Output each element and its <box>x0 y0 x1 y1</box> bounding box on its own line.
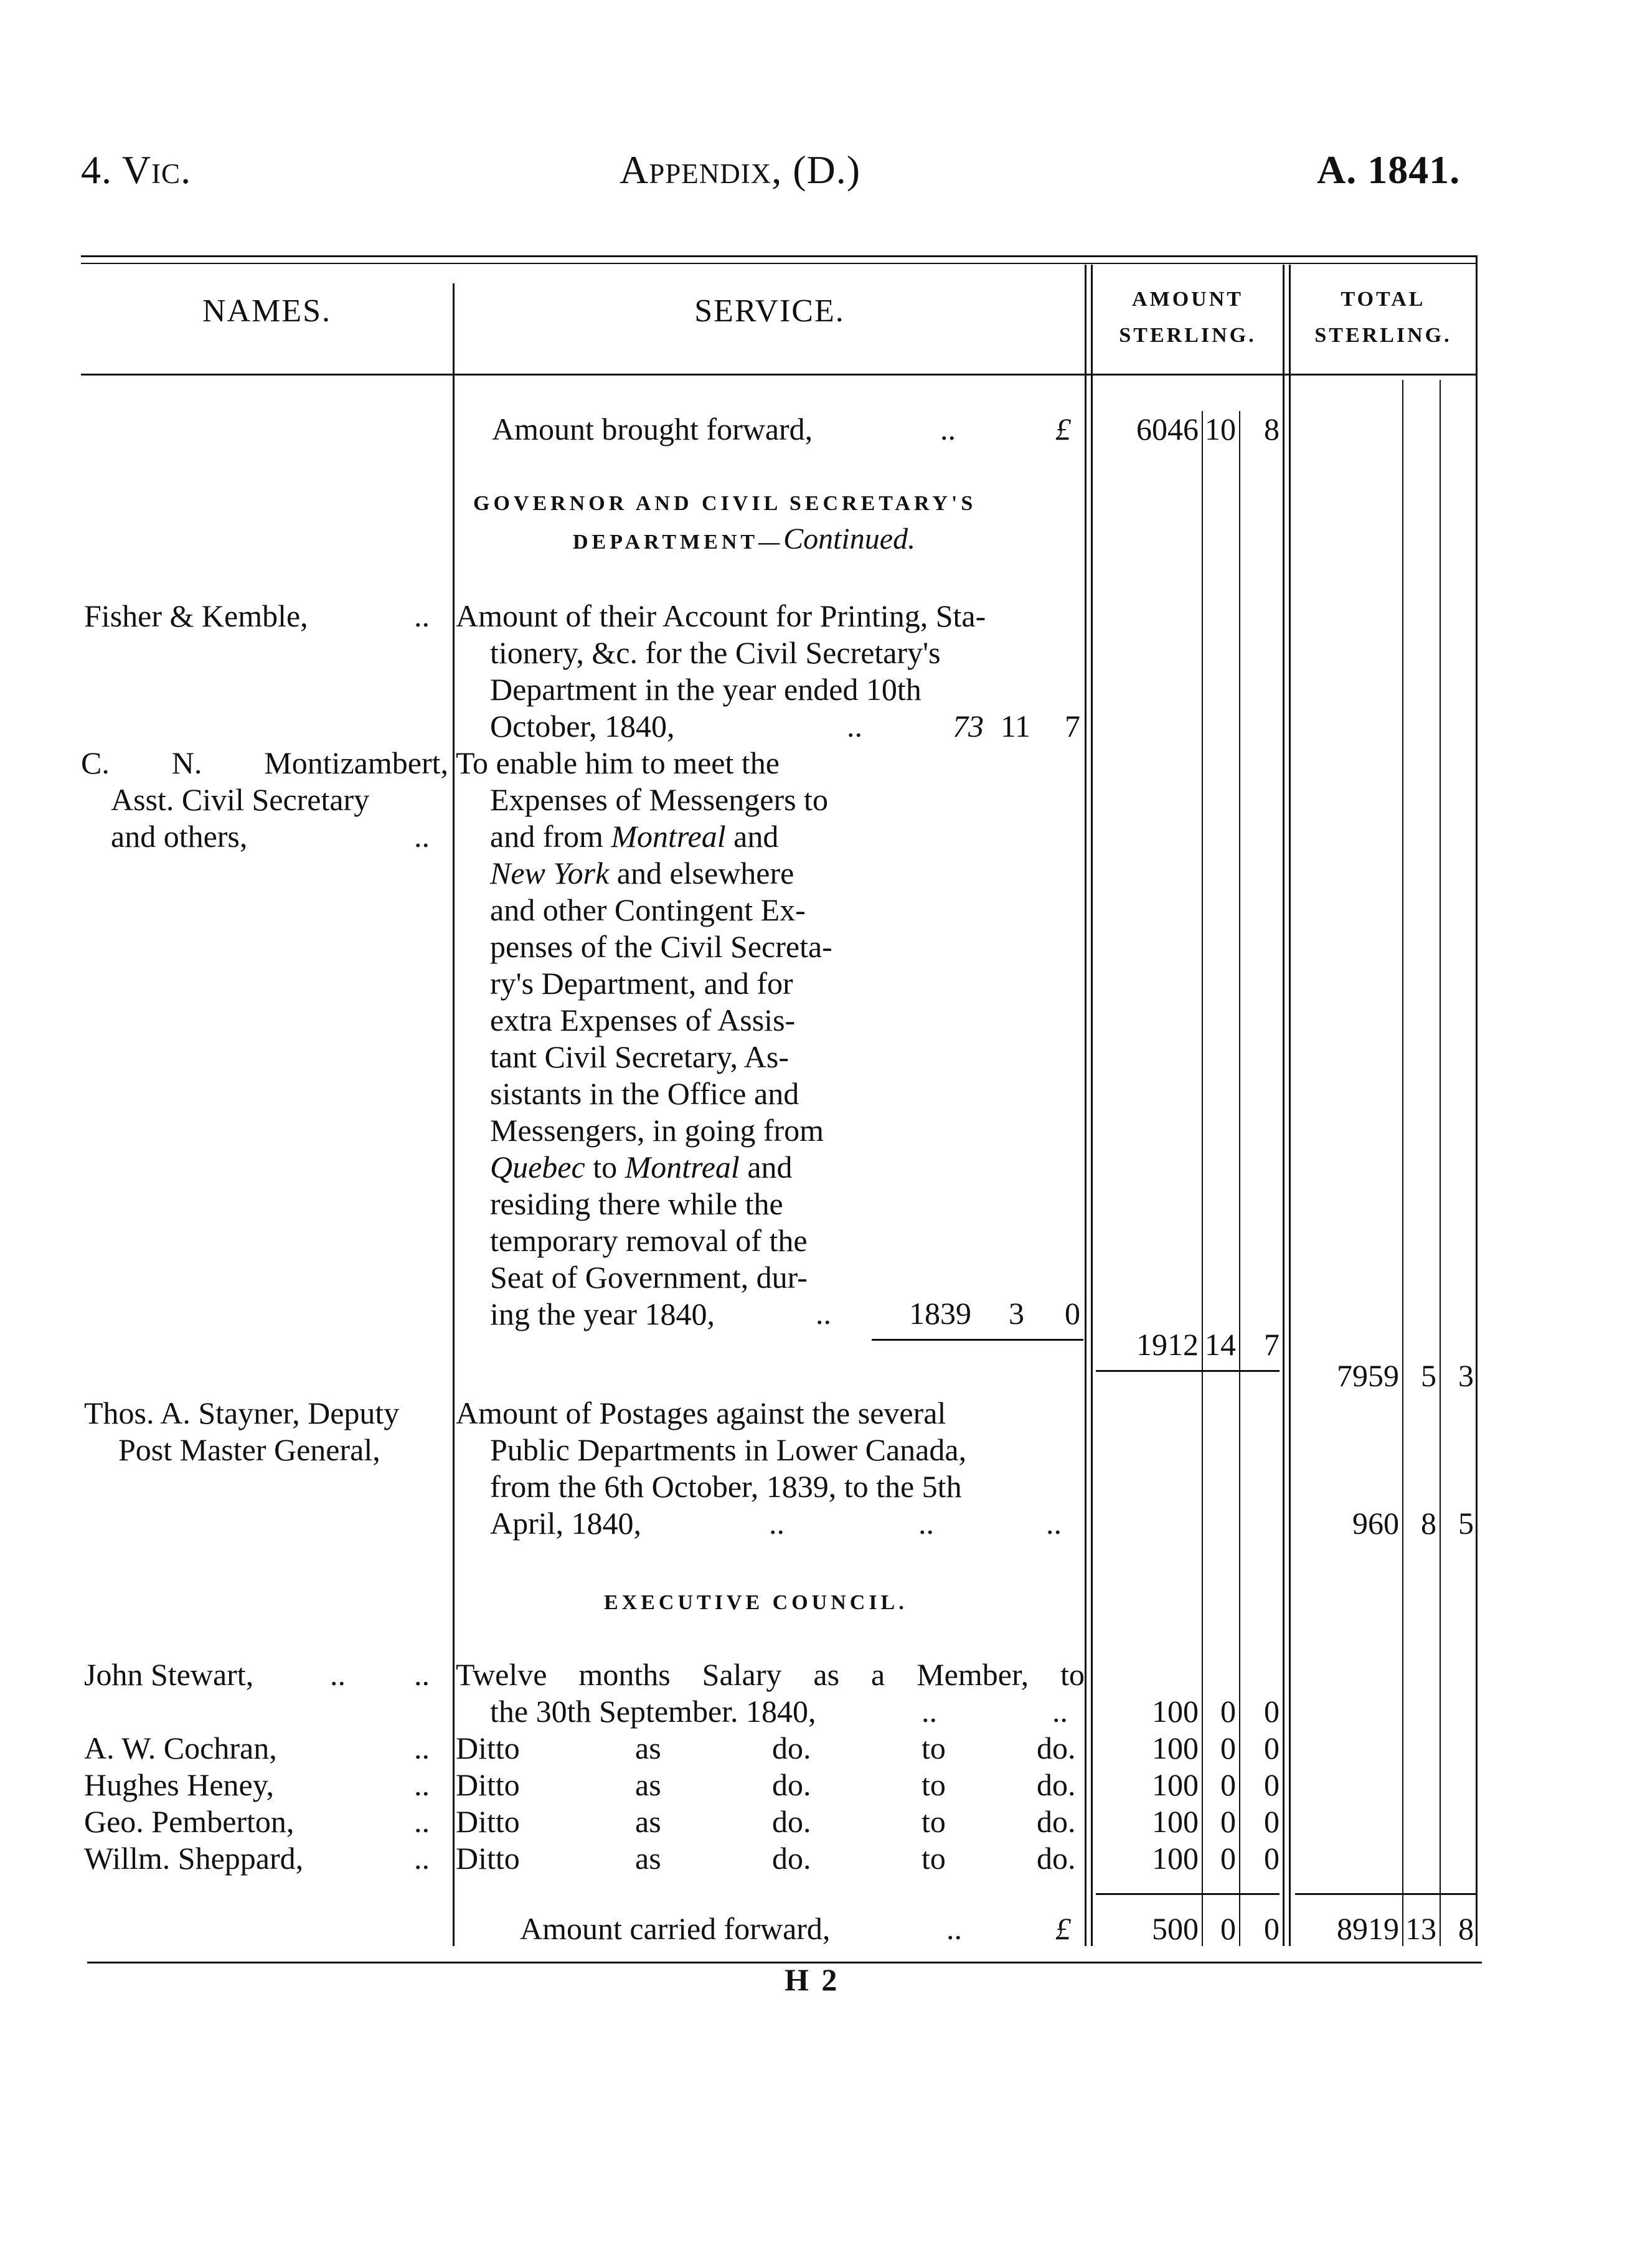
council-service-dots: .. <box>921 1694 937 1729</box>
stayner-dots-3: .. <box>1046 1506 1062 1541</box>
col-rule-tot-d <box>1440 380 1441 1946</box>
name-stayner: Thos. A. Stayner, Deputy Post Master General, <box>84 1396 400 1467</box>
carried-forward-label: Amount carried forward, <box>520 1911 831 1946</box>
signature-mark: H 2 <box>785 1962 840 1997</box>
council-ditto: Ditto <box>456 1731 520 1765</box>
council-do: do. <box>772 1841 811 1876</box>
table-top-rule <box>81 255 1476 257</box>
table-top-rule-2 <box>81 263 1476 264</box>
amount-sum-rule <box>1096 1893 1280 1895</box>
council-do: do. <box>1037 1804 1076 1839</box>
carried-forward-dots: .. <box>946 1911 962 1946</box>
council-do: do. <box>772 1767 811 1802</box>
carried-forward-currency: £ <box>1055 1911 1071 1946</box>
montizambert-service-dots: .. <box>816 1296 831 1331</box>
column-header-amount: AMOUNT STERLING. <box>1119 288 1256 347</box>
council-ditto: Ditto <box>456 1804 520 1839</box>
total-sum-rule <box>1295 1893 1476 1895</box>
fisher-sub-shillings: 11 <box>1000 709 1030 744</box>
service-stayner: Amount of Postages against the several Public Departments in Lower Canada, from the 6th October, 1839, to the 5th April, 1840, <box>456 1396 967 1541</box>
montizambert-name-dots: .. <box>414 819 430 854</box>
sub-sum-rule <box>872 1339 1083 1341</box>
council-name-dots: .. <box>414 1767 430 1802</box>
stayner-total-shillings: 8 <box>1421 1506 1436 1541</box>
governor-total-shillings: 5 <box>1421 1358 1436 1393</box>
council-amount-shillings: 0 <box>1220 1694 1236 1729</box>
col-rule-amount-a <box>1283 265 1284 1946</box>
council-amount-pounds: 100 <box>1152 1804 1199 1839</box>
council-name: Geo. Pemberton, <box>84 1804 295 1839</box>
fisher-sub-pounds: 73 <box>953 709 984 744</box>
council-do: do. <box>1037 1731 1076 1765</box>
carried-forward-shillings: 0 <box>1220 1911 1236 1946</box>
page-header-left: 4. Vic. <box>81 148 192 192</box>
brought-forward-dots: .. <box>940 412 956 447</box>
council-amount-pence: 0 <box>1264 1767 1280 1802</box>
council-name-dots: .. <box>414 1804 430 1839</box>
council-name: Willm. Sheppard, <box>84 1841 304 1876</box>
col-rule-amount-b <box>1289 265 1291 1946</box>
council-amount-pounds: 100 <box>1152 1841 1199 1876</box>
col-rule-amt-s <box>1202 411 1203 1946</box>
service-montizambert: To enable him to meet the Expenses of Messengers to and from Montreal and New York and elsewhere and other Contingent Ex- penses of the Civil Secreta- ry's Department, and for extra Expenses of Assis- tant Civil Secretary, As- sistants in the Office and Messengers, in going from Quebec to Montreal and residing there while the temporary removal of the Seat of Government, dur- ing the year 1840, <box>456 745 832 1331</box>
montizambert-sub-shillings: 3 <box>1009 1296 1024 1331</box>
brought-forward-pounds: 6046 <box>1136 412 1199 447</box>
council-as: as <box>635 1804 661 1839</box>
header-bottom-rule <box>81 374 1476 376</box>
council-to: to <box>921 1841 946 1876</box>
council-ditto: Ditto <box>456 1767 520 1802</box>
column-header-names: NAMES. <box>202 293 332 329</box>
carried-forward-total-pence: 8 <box>1458 1911 1474 1946</box>
governor-total-pounds: 7959 <box>1337 1358 1399 1393</box>
council-do: do. <box>772 1731 811 1765</box>
council-amount-shillings: 0 <box>1220 1804 1236 1839</box>
col-rule-service-b <box>1091 265 1093 1946</box>
stayner-total-pence: 5 <box>1458 1506 1474 1541</box>
council-amount-shillings: 0 <box>1220 1767 1236 1802</box>
page-header-right: A. 1841. <box>1317 148 1461 192</box>
service-fisher: Amount of their Account for Printing, Sta- tionery, &c. for the Civil Secretary's Department in the year ended 10th October, 1840, <box>456 598 986 744</box>
council-amount-shillings: 0 <box>1220 1731 1236 1765</box>
council-amount-pounds: 100 <box>1152 1731 1199 1765</box>
council-amount-pence: 0 <box>1264 1694 1280 1729</box>
council-do: do. <box>1037 1767 1076 1802</box>
council-amount-shillings: 0 <box>1220 1841 1236 1876</box>
carried-forward-pence: 0 <box>1264 1911 1280 1946</box>
montizambert-subtotal-shillings: 14 <box>1205 1327 1236 1362</box>
col-rule-amt-d <box>1239 411 1240 1946</box>
council-to: to <box>921 1804 946 1839</box>
council-as: as <box>635 1731 661 1765</box>
brought-forward-pence: 8 <box>1264 412 1280 447</box>
section-title-governor: GOVERNOR AND CIVIL SECRETARY'S <box>473 492 977 515</box>
carried-forward-total-pounds: 8919 <box>1337 1911 1399 1946</box>
council-do: do. <box>772 1804 811 1839</box>
section-title-executive-council: EXECUTIVE COUNCIL. <box>604 1591 908 1614</box>
montizambert-sub-pence: 0 <box>1065 1296 1080 1331</box>
name-montizambert: C. N. Montizambert, Asst. Civil Secretary and others, <box>81 745 448 854</box>
council-name-dots: .. <box>330 1657 346 1692</box>
council-service-line1: Twelve months Salary as a Member, to <box>456 1657 1085 1692</box>
council-name: John Stewart, <box>84 1657 254 1692</box>
council-amount-pounds: 100 <box>1152 1767 1199 1802</box>
council-to: to <box>921 1767 946 1802</box>
col-rule-tot-s <box>1402 380 1403 1946</box>
council-service-dots: .. <box>1052 1694 1068 1729</box>
page-header-center: Appendix, (D.) <box>620 148 861 192</box>
montizambert-subtotal-pence: 7 <box>1264 1327 1280 1362</box>
col-rule-right <box>1476 255 1478 1946</box>
section-subtitle-governor: DEPARTMENT—Continued. <box>573 522 916 555</box>
column-header-total: TOTAL STERLING. <box>1314 288 1452 347</box>
council-name-dots: .. <box>414 1657 430 1692</box>
council-amount-pounds: 100 <box>1152 1694 1199 1729</box>
council-as: as <box>635 1767 661 1802</box>
fisher-dots: .. <box>847 709 862 744</box>
council-as: as <box>635 1841 661 1876</box>
col-rule-names <box>453 283 455 1946</box>
col-rule-service-a <box>1085 265 1086 1946</box>
council-service-line2: the 30th September. 1840, <box>490 1694 816 1729</box>
montizambert-subtotal-pounds: 1912 <box>1136 1327 1199 1362</box>
name-fisher-kemble: Fisher & Kemble, <box>84 598 308 633</box>
montizambert-sub-pounds: 1839 <box>909 1296 971 1331</box>
stayner-total-pounds: 960 <box>1352 1506 1399 1541</box>
name-dots: .. <box>414 598 430 633</box>
stayner-dots-2: .. <box>918 1506 934 1541</box>
council-name-dots: .. <box>414 1731 430 1765</box>
stayner-dots-1: .. <box>769 1506 785 1541</box>
council-name: A. W. Cochran, <box>84 1731 277 1765</box>
council-name-dots: .. <box>414 1841 430 1876</box>
council-amount-pence: 0 <box>1264 1804 1280 1839</box>
brought-forward-label: Amount brought forward, <box>492 412 813 447</box>
carried-forward-pounds: 500 <box>1152 1911 1199 1946</box>
council-amount-pence: 0 <box>1264 1731 1280 1765</box>
brought-forward-currency: £ <box>1055 412 1071 447</box>
governor-total-pence: 3 <box>1458 1358 1474 1393</box>
council-ditto: Ditto <box>456 1841 520 1876</box>
council-do: do. <box>1037 1841 1076 1876</box>
council-to: to <box>921 1731 946 1765</box>
council-name: Hughes Heney, <box>84 1767 275 1802</box>
carried-forward-total-shillings: 13 <box>1405 1911 1436 1946</box>
council-amount-pence: 0 <box>1264 1841 1280 1876</box>
subtotal-rule <box>1096 1370 1280 1372</box>
brought-forward-shillings: 10 <box>1205 412 1236 447</box>
column-header-service: SERVICE. <box>694 293 845 329</box>
fisher-sub-pence: 7 <box>1065 709 1080 744</box>
